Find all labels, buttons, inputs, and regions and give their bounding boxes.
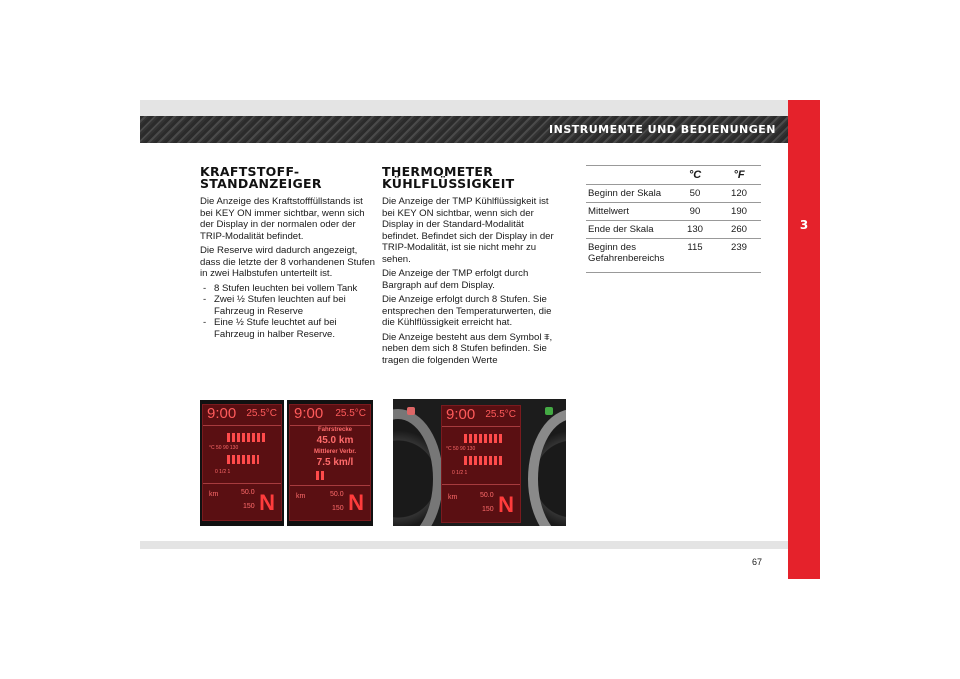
table-row: Ende der Skala 130 260	[586, 221, 761, 239]
coolant-paragraph-3: Die Anzeige erfolgt durch 8 Stufen. Sie entsprechen den Temperaturwerten, die die Kühlflüssigkeit erreicht hat.	[382, 294, 552, 328]
bottom-band	[140, 541, 788, 549]
clock-readout: 9:00	[207, 405, 237, 422]
display-image-standard: 9:00 25.5°C °C 50 90 130 0 1/2 1 km 50.0 150 N	[200, 400, 284, 526]
top-band	[140, 100, 788, 116]
coolant-heading: THERMOMETER KÜHLFLÜSSIGKEIT	[382, 164, 515, 191]
list-item: - 8 Stufen leuchten bei vollem Tank	[200, 283, 378, 295]
coolant-section	[382, 166, 562, 369]
coolant-paragraph-1: Die Anzeige der TMP Kühlflüssigkeit ist bei KEY ON sichtbar, wenn sich der Display in der Standard-Modalität befindet. Befindet sich der Display in der TRIP-Modalität, ist sie nicht mehr zu sehen.	[382, 196, 554, 265]
list-item: - Zwei ½ Stufen leuchten auf bei Fahrzeug in Reserve	[200, 294, 378, 317]
list-item: - Eine ½ Stufe leuchtet auf bei Fahrzeug in halber Reserve.	[200, 317, 378, 340]
coolant-bargraph	[227, 433, 267, 442]
warning-light-icon	[407, 407, 415, 415]
fuel-paragraph-1: Die Anzeige des Kraftstofffüllstands ist bei KEY ON immer sichtbar, wenn sich der Display in der normalen oder der TRIP-Modalität befindet.	[200, 196, 365, 242]
display-image-trip: 9:00 25.5°C Fahrstrecke 45.0 km Mittlerer Verbr. 7.5 km/l km 50.0 150 N	[287, 400, 373, 526]
fuel-gauge-section	[200, 166, 378, 340]
trip-value-1: 45.0 km	[316, 435, 354, 446]
trip-label-1: Fahrstrecke	[317, 427, 353, 433]
gear-indicator: N	[259, 490, 275, 515]
table-row: Beginn der Skala 50 120	[586, 185, 761, 203]
fuel-bargraph	[227, 455, 259, 464]
fahrenheit-header: °F	[717, 166, 761, 185]
fuel-heading: KRAFTSTOFF- STANDANZEIGER	[200, 164, 322, 191]
battery-light-icon	[545, 407, 553, 415]
instrument-cluster-image: 9:00 25.5°C °C 50 90 130 0 1/2 1 km 50.0 150 N	[393, 399, 566, 526]
coolant-paragraph-4: Die Anzeige besteht aus dem Symbol ⩨, neben dem sich 8 Stufen befinden. Sie tragen die folgenden Werte	[382, 331, 553, 366]
temperature-table	[586, 165, 761, 273]
trip-value-2: 7.5 km/l	[316, 457, 354, 468]
outside-temp: 25.5°C	[246, 408, 277, 419]
fuel-paragraph-2: Die Reserve wird dadurch angezeigt, dass die letzte der 8 vorhandenen Stufen in zwei Halbstufen unterteilt ist.	[200, 245, 375, 279]
trip-label-2: Mittlerer Verbr.	[313, 449, 357, 455]
table-row: Beginn des Gefahrenbereichs 115 239	[586, 239, 761, 273]
fuel-list	[200, 283, 378, 341]
coolant-paragraph-2: Die Anzeige der TMP erfolgt durch Bargraph auf dem Display.	[382, 268, 529, 291]
section-title: INSTRUMENTE UND BEDIENUNGEN	[549, 123, 776, 136]
chapter-tab	[788, 100, 820, 579]
chapter-number: 3	[799, 218, 809, 232]
table-row: Mittelwert 90 190	[586, 203, 761, 221]
celsius-header: °C	[673, 166, 717, 185]
page-number: 67	[751, 557, 762, 567]
section-header	[140, 116, 788, 143]
